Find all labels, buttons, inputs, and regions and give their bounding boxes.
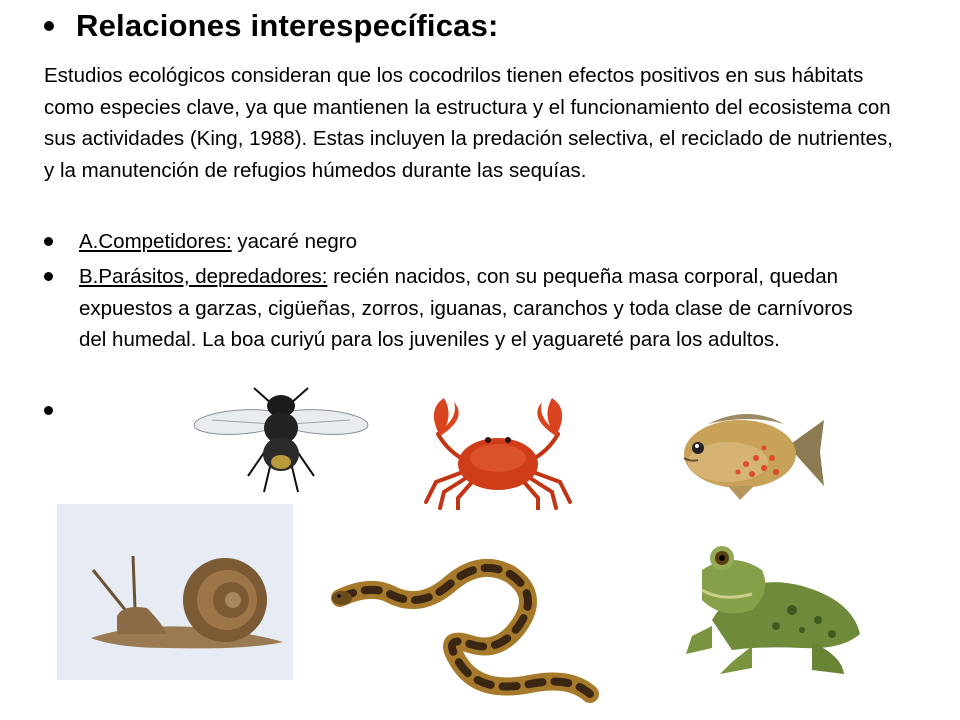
- bullet-label: A.Competidores:: [79, 230, 232, 253]
- bullet-icon: [44, 21, 54, 31]
- fly-image: [192, 384, 370, 496]
- frog-image: [672, 530, 868, 678]
- bullet-icon: [44, 237, 53, 246]
- snake-image: [330, 544, 600, 704]
- title-row: [44, 8, 499, 44]
- intro-paragraph: Estudios ecológicos consideran que los cocodrilos tienen efectos positivos en sus hábitats como especies clave, ya que mantienen la estructura y el funcionamiento del ecosistema con sus actividades (King, 1988). Estas incluyen la predación selectiva, el reciclado de nutrientes, y la manutención de refugios húmedos durante las sequías.: [44, 64, 893, 182]
- bullet-icon: [44, 272, 53, 281]
- bullet-text: [79, 261, 879, 356]
- snail-image: [57, 504, 293, 680]
- bullet-text: [79, 226, 879, 258]
- fish-image: [668, 402, 826, 502]
- bullet-icon: [44, 406, 53, 415]
- crab-image: [418, 392, 578, 510]
- bullet-parasites-predators: [44, 261, 879, 356]
- bullet-label: B.Parásitos, depredadores:: [79, 265, 328, 288]
- bullet-body: yacaré negro: [231, 230, 358, 253]
- bullet-body: recién nacidos, con su pequeña masa corporal, quedan expuestos a garzas, cigüeñas, zorros, iguanas, caranchos y toda clase de carnívoros del humedal. La boa curiyú para los juveniles y el yaguareté para los adultos.: [79, 265, 853, 351]
- bullet-competitors: [44, 226, 879, 258]
- slide-title: Relaciones interespecíficas:: [76, 8, 499, 43]
